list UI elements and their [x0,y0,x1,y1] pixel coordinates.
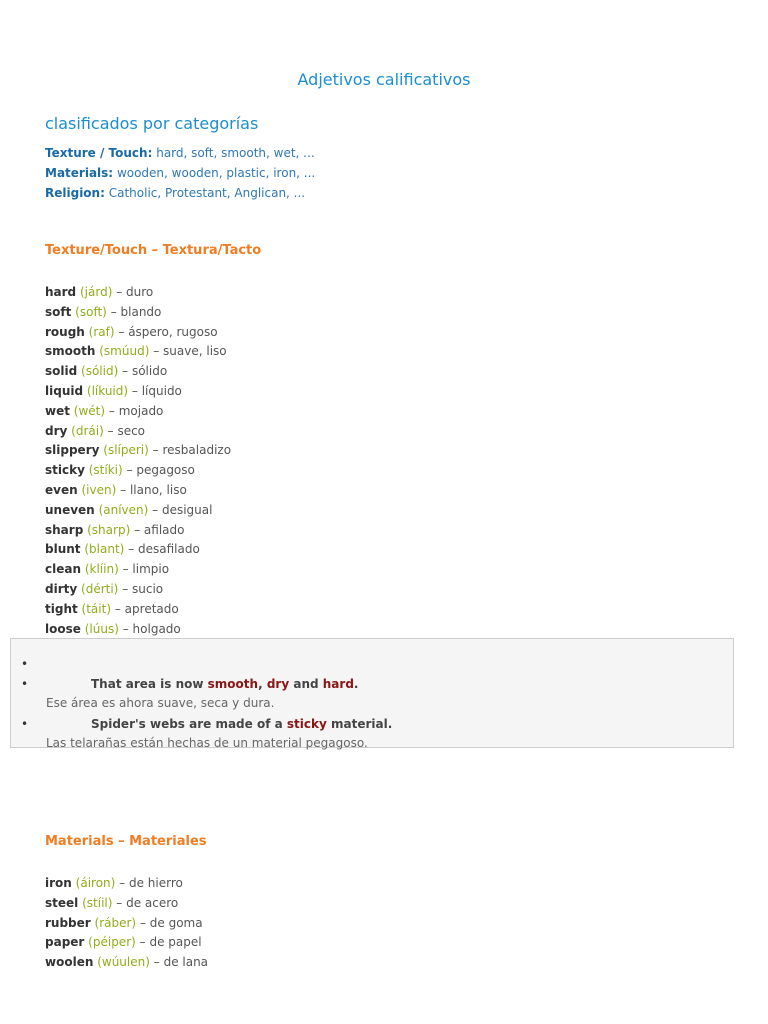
list-item [45,441,725,461]
vocab-word: slippery [45,443,100,458]
vocab-separator: – [139,935,146,950]
vocab-word: blunt [45,542,81,557]
sentence-part: That area is now [91,677,208,691]
vocab-pronunciation: (áiron) [75,876,116,890]
list-item [45,933,725,953]
examples-box [10,638,734,748]
vocab-word: sharp [45,522,84,537]
vocab-pronunciation: (stíki) [88,463,123,478]
vocab-pronunciation: (dérti) [81,581,119,596]
vocab-separator: – [139,915,146,930]
list-item [45,914,725,934]
vocab-pronunciation: (slíperi) [103,443,149,458]
vocab-separator: – [153,955,160,970]
vocab-pronunciation: (blant) [84,542,125,557]
vocab-list-materials [45,874,725,973]
vocab-separator: – [114,601,121,616]
vocab-word: hard [45,285,77,299]
vocab-meaning: llano, liso [129,482,187,497]
vocab-separator: – [116,285,123,299]
vocab-meaning: desigual [161,502,213,517]
vocab-meaning: de hierro [128,876,183,890]
vocab-separator: – [122,562,129,577]
list-item [45,540,725,560]
vocab-pronunciation: (iven) [81,482,117,497]
sentence-part: material. [326,717,393,731]
vocab-meaning: duro [126,285,154,299]
list-item [45,953,725,973]
section-heading-materials: Materials – Materiales [45,834,207,849]
list-item [45,600,725,620]
list-item [45,874,725,894]
list-item [45,461,725,481]
list-item [45,323,725,343]
summary-label: Texture / Touch: [45,146,153,160]
vocab-separator: – [131,383,138,398]
vocab-word: paper [45,935,85,950]
list-item [45,521,725,541]
vocab-pronunciation: (járd) [79,285,113,299]
vocab-meaning: desafilado [138,542,200,557]
list-item [45,303,725,323]
list-item [45,560,725,580]
sentence-part: Spider's webs are made of a [91,717,287,731]
vocab-separator: – [118,324,125,339]
vocab-meaning: holgado [132,621,181,636]
vocab-word: steel [45,895,79,910]
vocab-word: woolen [45,955,94,970]
vocab-meaning: blando [120,304,162,319]
vocab-meaning: resbaladizo [162,443,232,458]
sentence-part: and [289,677,323,691]
vocab-word: uneven [45,502,95,517]
vocab-meaning: líquido [141,383,182,398]
vocab-pronunciation: (soft) [75,304,107,319]
vocab-separator: – [152,443,159,458]
vocab-separator: – [120,482,127,497]
vocab-meaning: limpio [132,562,170,577]
vocab-pronunciation: (ráber) [94,915,137,930]
vocab-separator: – [116,895,123,910]
list-item [45,894,725,914]
vocab-word: tight [45,601,78,616]
summary-text: Catholic, Protestant, Anglican, ... [108,186,306,200]
list-item [45,481,725,501]
vocab-meaning: de goma [149,915,203,930]
vocab-pronunciation: (smúud) [99,344,150,359]
vocab-word: solid [45,364,78,379]
summary-line-materials [45,163,745,183]
vocab-word: soft [45,304,72,319]
vocab-word: iron [45,876,72,890]
example-bullet: • [21,677,29,691]
vocab-separator: – [153,344,160,359]
vocab-separator: – [126,463,133,478]
vocab-separator: – [134,522,141,537]
example-bullet: • [21,717,29,731]
vocab-pronunciation: (aníven) [98,502,149,517]
section-heading-texture: Texture/Touch – Textura/Tacto [45,243,262,258]
summary-line-texture [45,143,745,163]
summary-label: Religion: [45,186,105,200]
vocab-meaning: de papel [149,935,202,950]
vocab-meaning: suave, liso [163,344,227,359]
highlighted-word: smooth [207,677,259,691]
highlighted-word: dry [266,677,290,691]
list-item [45,382,725,402]
list-item [45,402,725,422]
vocab-meaning: áspero, rugoso [128,324,218,339]
vocab-word: rough [45,324,85,339]
vocab-separator: – [128,542,135,557]
vocab-separator: – [119,876,126,890]
vocab-word: rubber [45,915,91,930]
list-item [45,620,725,640]
vocab-separator: – [152,502,159,517]
sentence-part: , [258,677,267,691]
sentence-part: . [353,677,359,691]
vocab-pronunciation: (raf) [88,324,115,339]
highlighted-word: hard [322,677,354,691]
list-item [45,362,725,382]
vocab-pronunciation: (drái) [71,423,104,438]
vocab-word: liquid [45,383,84,398]
vocab-word: dry [45,423,68,438]
empty-bullet: • [21,657,29,671]
vocab-pronunciation: (péiper) [88,935,136,950]
vocab-list-texture [45,283,725,639]
summary-text: hard, soft, smooth, wet, ... [156,146,315,160]
example-sentence [91,677,358,691]
example-translation: Las telarañas están hechas de un material pegagoso. [46,736,368,750]
list-item [45,422,725,442]
vocab-pronunciation: (sólid) [81,364,119,379]
vocab-meaning: de lana [163,955,209,970]
vocab-separator: – [122,581,129,596]
page-title: Adjetivos calificativos [297,70,471,89]
vocab-separator: – [122,621,129,636]
vocab-pronunciation: (lúus) [84,621,119,636]
list-item [45,283,725,303]
vocab-word: dirty [45,581,78,596]
vocab-separator: – [107,423,114,438]
page-subtitle: clasificados por categorías [45,114,259,133]
vocab-pronunciation: (klíin) [84,562,119,577]
vocab-meaning: apretado [124,601,179,616]
vocab-word: loose [45,621,81,636]
example-translation: Ese área es ahora suave, seca y dura. [46,696,275,710]
vocab-pronunciation: (wúulen) [97,955,150,970]
vocab-meaning: afilado [143,522,185,537]
vocab-pronunciation: (sharp) [87,522,131,537]
example-sentence [91,717,392,731]
vocab-separator: – [108,403,115,418]
summary-line-religion [45,183,745,203]
vocab-meaning: de acero [126,895,179,910]
summary-text: wooden, wooden, plastic, iron, ... [116,166,316,180]
vocab-separator: – [122,364,129,379]
highlighted-word: sticky [286,717,327,731]
category-summary [45,143,745,203]
vocab-pronunciation: (wét) [73,403,106,418]
vocab-word: smooth [45,344,96,359]
vocab-word: wet [45,403,70,418]
list-item [45,580,725,600]
vocab-meaning: mojado [118,403,164,418]
list-item [45,501,725,521]
vocab-pronunciation: (táit) [81,601,112,616]
list-item [45,342,725,362]
vocab-meaning: seco [117,423,146,438]
vocab-separator: – [110,304,117,319]
vocab-meaning: sólido [131,364,168,379]
vocab-word: even [45,482,78,497]
vocab-meaning: pegagoso [136,463,195,478]
vocab-pronunciation: (líkuid) [86,383,129,398]
vocab-meaning: sucio [132,581,164,596]
vocab-word: clean [45,562,82,577]
summary-label: Materials: [45,166,114,180]
vocab-pronunciation: (stíil) [82,895,113,910]
vocab-word: sticky [45,463,85,478]
